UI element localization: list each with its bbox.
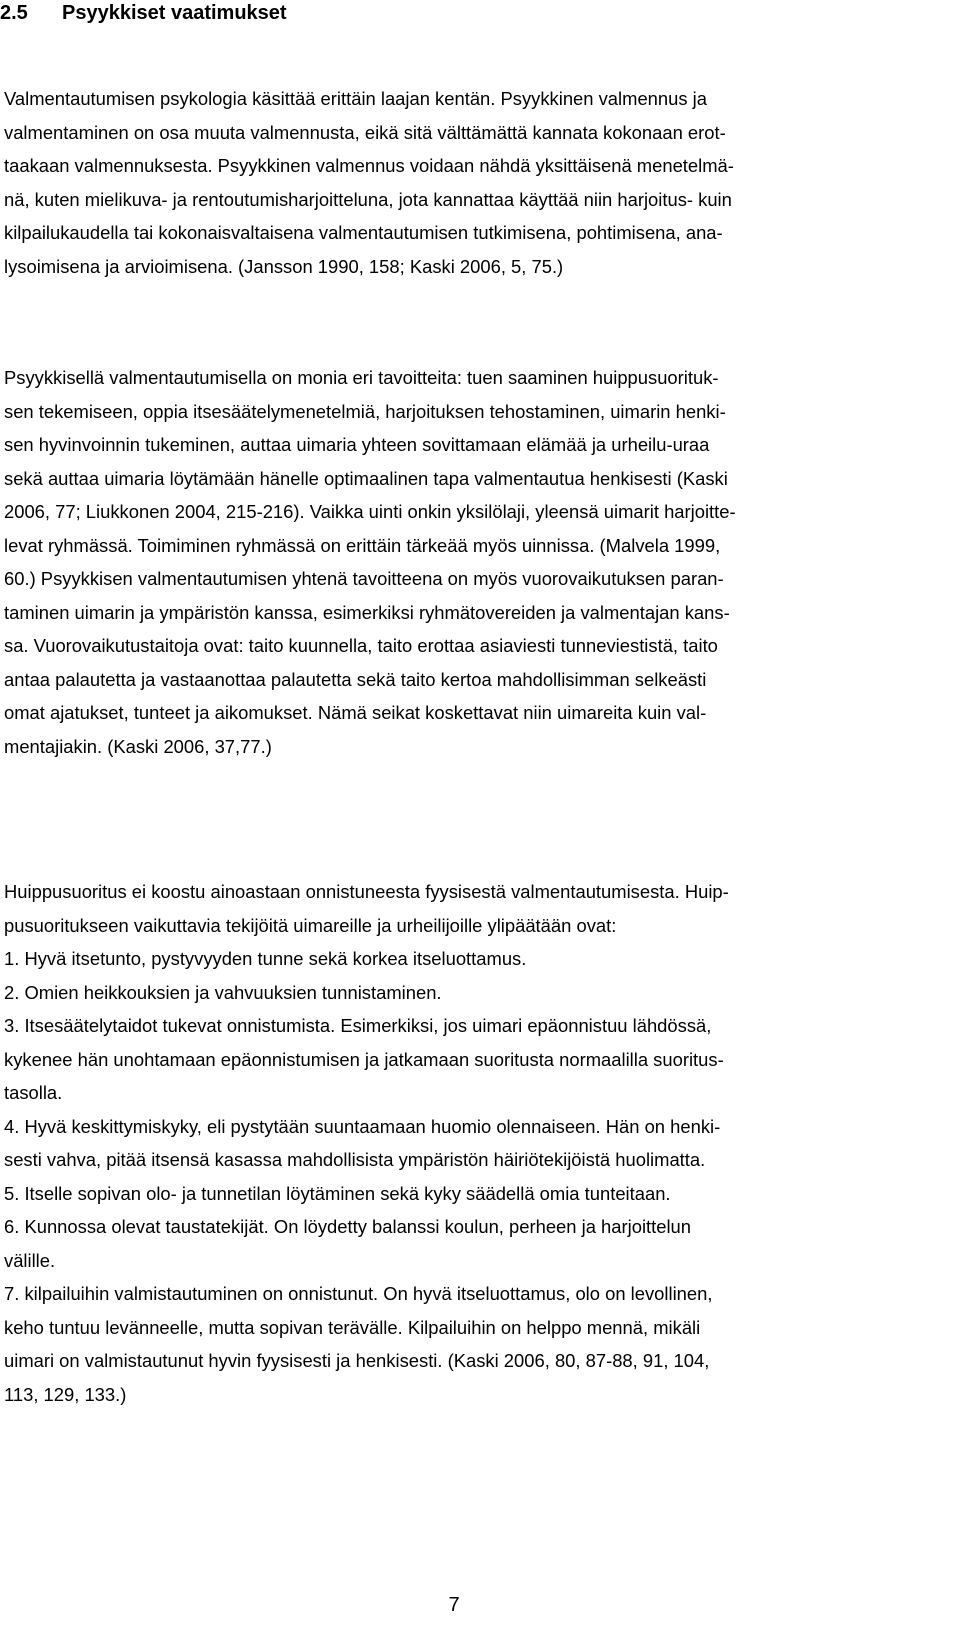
text-line: antaa palautetta ja vastaanottaa palautetta sekä taito kertoa mahdollisimman selkeästi	[4, 668, 707, 690]
text-line: 2006, 77; Liukkonen 2004, 215-216). Vaikka uinti onkin yksilölaji, yleensä uimarit harjoitte-	[4, 501, 736, 522]
paragraph-2	[4, 361, 922, 763]
text-line: uimari on valmistautunut hyvin fyysisesti ja henkisesti. (Kaski 2006, 80, 87-88, 91, 104,	[4, 1350, 710, 1371]
text-line: välille.	[4, 1249, 56, 1271]
text-line: Huippusuoritus ei koostu ainoastaan onnistuneesta fyysisestä valmentautumisesta. Huip-	[4, 881, 729, 902]
text-line: Valmentautumisen psykologia käsittää erittäin laajan kentän. Psyykkinen valmennus ja	[4, 88, 707, 109]
text-line: lysoimisena ja arvioimisena. (Jansson 1990, 158; Kaski 2006, 5, 75.)	[4, 255, 564, 277]
paragraph-3	[4, 875, 922, 1411]
text-line: 3. Itsesäätelytaidot tukevat onnistumista. Esimerkiksi, jos uimari epäonnistuu lähdössä,	[4, 1015, 712, 1036]
text-line: 60.) Psyykkisen valmentautumisen yhtenä tavoitteena on myös vuorovaikutuksen paran-	[4, 568, 724, 589]
text-line: mentajiakin. (Kaski 2006, 37,77.)	[4, 735, 272, 757]
text-line: tasolla.	[4, 1082, 63, 1103]
text-line: sen tekemiseen, oppia itsesäätelymenetelmiä, harjoituksen tehostaminen, uimarin henki-	[4, 400, 726, 422]
page-number: 7	[448, 1594, 460, 1616]
paragraph-1	[4, 82, 922, 283]
text-line: kykenee hän unohtamaan epäonnistumisen ja jatkamaan suoritusta normaalilla suoritus-	[4, 1048, 724, 1070]
section-title: Psyykkiset vaatimukset	[62, 2, 287, 24]
text-line: 1. Hyvä itsetunto, pystyvyyden tunne sekä korkea itseluottamus.	[4, 948, 527, 969]
text-line: Psyykkisellä valmentautumisella on monia eri tavoitteita: tuen saaminen huippusuorituk-	[4, 367, 719, 388]
text-line: sa. Vuorovaikutustaitoja ovat: taito kuunnella, taito erottaa asiaviesti tunneviestistä, taito	[4, 635, 718, 656]
text-line: pusuoritukseen vaikuttavia tekijöitä uimareille ja urheilijoille ylipäätään ovat:	[4, 914, 617, 936]
text-line: keho tuntuu levänneelle, mutta sopivan terävälle. Kilpailuihin on helppo mennä, mikäli	[4, 1316, 701, 1338]
text-line: sesti vahva, pitää itsensä kasassa mahdollisista ympäristön häiriötekijöistä huolimatta.	[4, 1149, 706, 1170]
text-line: 7. kilpailuihin valmistautuminen on onnistunut. On hyvä itseluottamus, olo on levollinen,	[4, 1283, 713, 1304]
text-line: 6. Kunnossa olevat taustatekijät. On löydetty balanssi koulun, perheen ja harjoittelun	[4, 1216, 692, 1237]
text-line: 4. Hyvä keskittymiskyky, eli pystytään suuntaamaan huomio olennaiseen. Hän on henki-	[4, 1115, 721, 1137]
section-heading	[0, 0, 287, 26]
section-number: 2.5	[0, 2, 28, 24]
text-line: nä, kuten mielikuva- ja rentoutumisharjoitteluna, jota kannattaa käyttää niin harjoitus- kuin	[4, 188, 732, 210]
text-line: 113, 129, 133.)	[4, 1383, 127, 1405]
text-line: omat ajatukset, tunteet ja aikomukset. Nämä seikat koskettavat niin uimareita kuin val-	[4, 702, 707, 723]
text-line: kilpailukaudella tai kokonaisvaltaisena valmentautumisen tutkimisena, pohtimisena, ana-	[4, 222, 723, 243]
text-line: sen hyvinvoinnin tukeminen, auttaa uimaria yhteen sovittamaan elämää ja urheilu-uraa	[4, 434, 710, 455]
text-line: taminen uimarin ja ympäristön kanssa, esimerkiksi ryhmätovereiden ja valmentajan kans-	[4, 601, 730, 623]
text-line: taakaan valmennuksesta. Psyykkinen valmennus voidaan nähdä yksittäisenä menetelmä-	[4, 155, 734, 176]
text-line: 5. Itselle sopivan olo- ja tunnetilan löytäminen sekä kyky säädellä omia tunteitaan.	[4, 1182, 671, 1204]
text-line: 2. Omien heikkouksien ja vahvuuksien tunnistaminen.	[4, 981, 442, 1003]
text-line: levat ryhmässä. Toimiminen ryhmässä on erittäin tärkeää myös uinnissa. (Malvela 1999,	[4, 534, 721, 556]
text-line: valmentaminen on osa muuta valmennusta, eikä sitä välttämättä kannata kokonaan erot-	[4, 121, 726, 143]
text-line: sekä auttaa uimaria löytämään hänelle optimaalinen tapa valmentautua henkisesti (Kaski	[4, 467, 728, 489]
